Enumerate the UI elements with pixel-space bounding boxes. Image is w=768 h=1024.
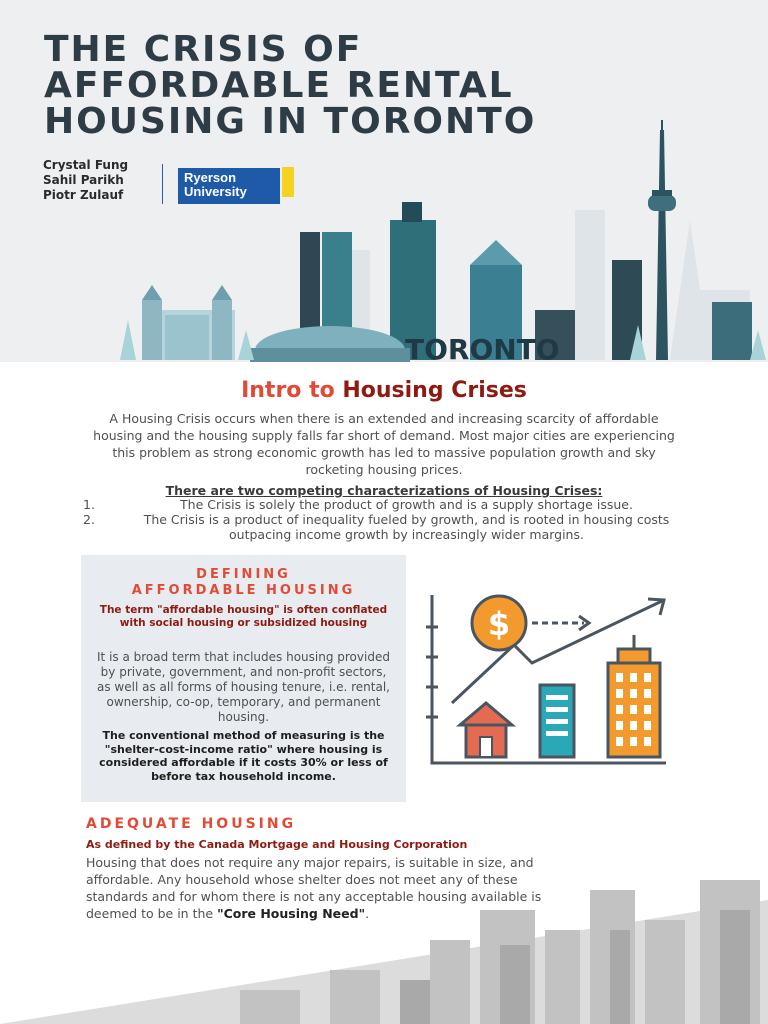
house-icon xyxy=(460,703,512,757)
defining-heading xyxy=(81,567,406,599)
intro-heading-part2: Housing Crises xyxy=(342,378,527,403)
core-housing-need-term: "Core Housing Need" xyxy=(217,906,366,921)
list-item xyxy=(80,497,700,512)
list-text: The Crisis is a product of inequality fueled by growth, and is rooted in housing costs outpacing income growth by increasingly wider margins. xyxy=(143,512,670,542)
defining-paragraph: It is a broad term that includes housing provided by private, government, and non-profit sectors, as well as all forms of housing tenure, i.e. rental, ownership, co-op, temporary, and permanent housing. xyxy=(97,650,390,724)
adequate-housing-paragraph xyxy=(86,854,546,922)
logo-line-1: Ryerson xyxy=(184,170,237,185)
adequate-period: . xyxy=(365,906,370,921)
apartment-building-icon xyxy=(540,685,574,757)
list-number: 1. xyxy=(83,497,95,512)
dashed-arrow-icon xyxy=(532,616,589,630)
church-icon xyxy=(142,285,235,360)
adequate-text: Housing that does not require any major repairs, is suitable in size, and affordable. Any household whose shelter does not meet any of these standards and for whom there is not any acceptable housing available is deemed to be in the xyxy=(86,855,542,921)
defining-affordable-housing-box xyxy=(81,555,406,802)
toronto-sign: TORONTO xyxy=(405,333,560,362)
list-item xyxy=(80,512,700,542)
characterizations-list xyxy=(80,497,700,542)
measurement-paragraph: The conventional method of measuring is the "shelter-cost-income ratio" where housing is considered affordable if it costs 30% or less of before tax household income. xyxy=(99,729,388,783)
list-text: The Crisis is solely the product of growth and is a supply shortage issue. xyxy=(180,497,633,512)
author-name: Sahil Parikh xyxy=(43,173,124,187)
adequate-housing-source: As defined by the Canada Mortgage and Housing Corporation xyxy=(86,838,468,851)
author-name: Crystal Fung xyxy=(43,158,129,172)
author-name: Piotr Zulauf xyxy=(43,188,124,202)
defining-heading-line-1: DEFINING xyxy=(196,567,291,582)
dollar-symbol: $ xyxy=(487,605,511,643)
intro-heading-part1: Intro to xyxy=(241,378,343,403)
cn-tower-icon xyxy=(648,120,676,360)
dollar-coin-icon xyxy=(472,596,526,650)
skyscraper-icon xyxy=(608,635,660,757)
title-line-3: HOUSING IN TORONTO xyxy=(44,101,537,142)
defining-emphasis: The term "affordable housing" is often conflated with social housing or subsidized housing xyxy=(99,604,388,629)
defining-heading-line-2: AFFORDABLE HOUSING xyxy=(131,583,356,598)
logo-line-2: University xyxy=(184,184,247,199)
title-line-1: THE CRISIS OF xyxy=(44,29,363,70)
adequate-housing-heading: ADEQUATE HOUSING xyxy=(86,816,297,832)
characterizations-heading: There are two competing characterizations of Housing Crises: xyxy=(165,483,603,498)
list-number: 2. xyxy=(83,512,95,527)
toronto-skyline-illustration xyxy=(0,120,768,362)
housing-growth-illustration xyxy=(424,585,674,770)
intro-paragraph: A Housing Crisis occurs when there is an extended and increasing scarcity of affordable housing and the housing supply falls far short of demand. Most major cities are experiencing this problem as strong economic growth has led to massive population growth and sky rocketing housing prices. xyxy=(93,411,675,477)
hero-banner xyxy=(0,0,768,362)
intro-heading xyxy=(0,378,768,403)
title-line-2: AFFORDABLE RENTAL xyxy=(44,65,514,106)
